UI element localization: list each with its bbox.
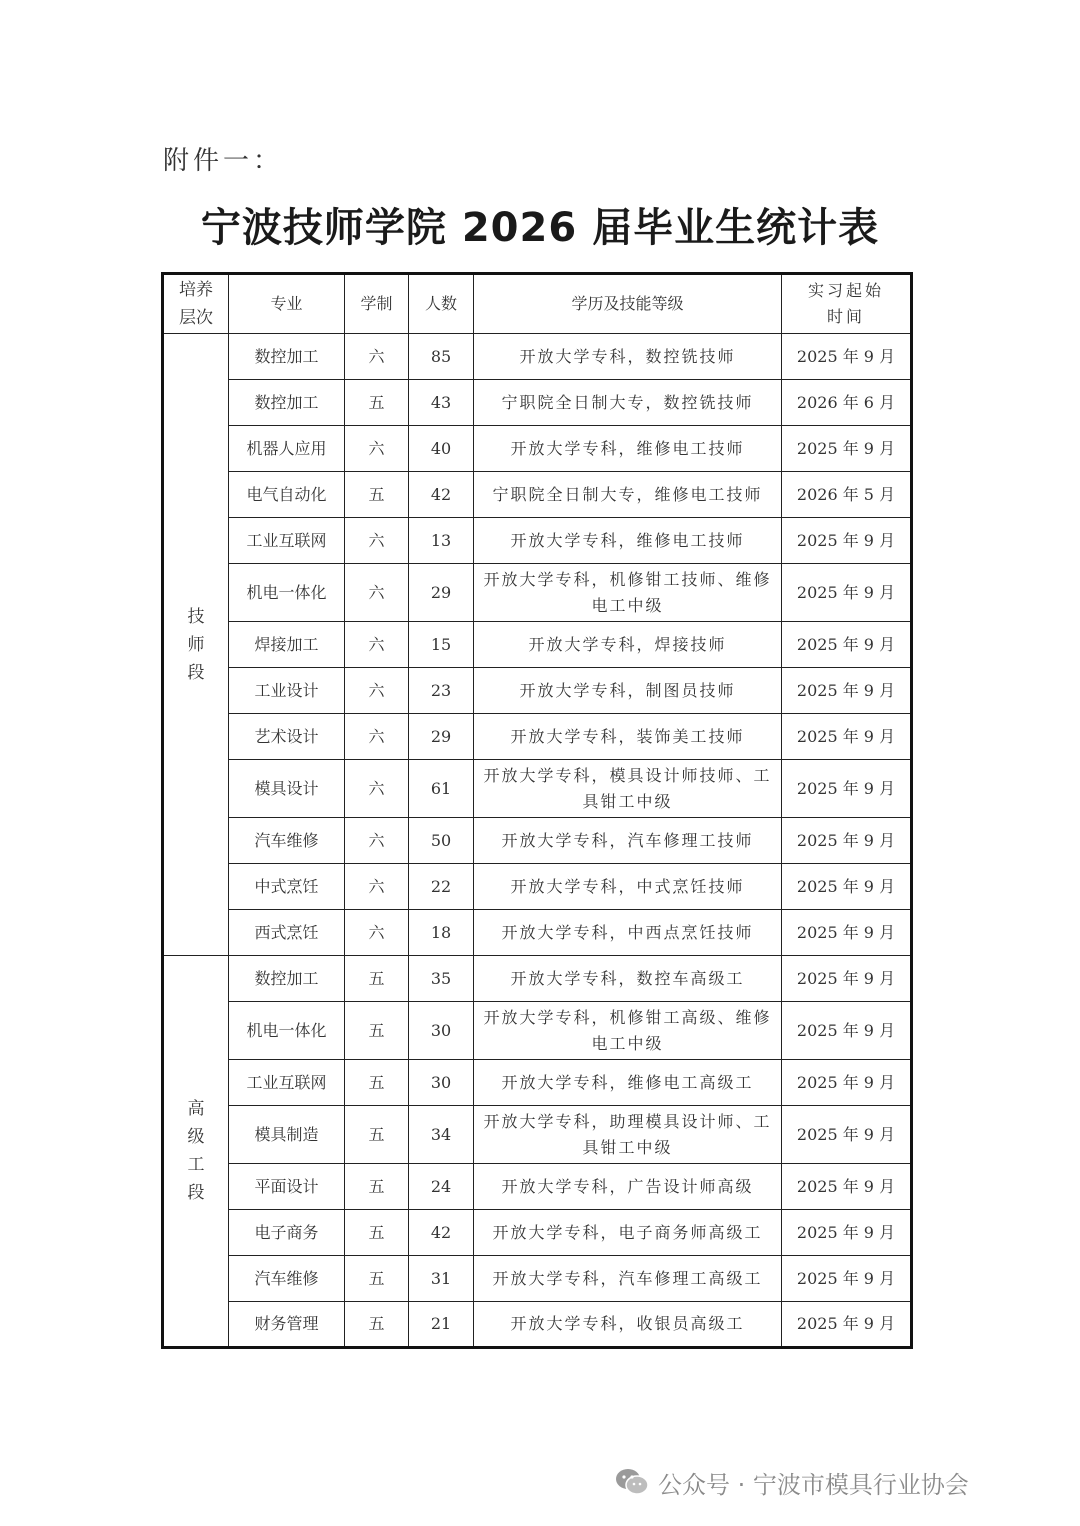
count-cell: 61 (409, 760, 474, 818)
count-cell: 29 (409, 564, 474, 622)
count-cell: 34 (409, 1106, 474, 1164)
start-cell: 2025 年 9 月 (782, 1002, 912, 1060)
table-row (163, 472, 912, 518)
major-cell: 机电一体化 (229, 1002, 345, 1060)
table-row (163, 622, 912, 668)
duration-cell: 六 (345, 668, 409, 714)
start-cell: 2025 年 9 月 (782, 760, 912, 818)
qualification-cell: 开放大学专科，汽车修理工高级工 (474, 1256, 782, 1302)
major-cell: 数控加工 (229, 380, 345, 426)
count-cell: 13 (409, 518, 474, 564)
qualification-cell: 开放大学专科，数控铣技师 (474, 334, 782, 380)
qualification-cell: 宁职院全日制大专，维修电工技师 (474, 472, 782, 518)
start-cell: 2025 年 9 月 (782, 334, 912, 380)
duration-cell: 五 (345, 472, 409, 518)
duration-cell: 六 (345, 818, 409, 864)
major-cell: 财务管理 (229, 1302, 345, 1348)
qualification-cell: 开放大学专科，制图员技师 (474, 668, 782, 714)
table-row (163, 1002, 912, 1060)
qualification-cell: 开放大学专科，模具设计师技师、工具钳工中级 (474, 760, 782, 818)
document-title: 宁波技师学院 2026 届毕业生统计表 (200, 205, 880, 251)
count-cell: 43 (409, 380, 474, 426)
attachment-label: 附件一： (163, 146, 284, 176)
duration-cell: 五 (345, 1002, 409, 1060)
duration-cell: 六 (345, 864, 409, 910)
duration-cell: 五 (345, 380, 409, 426)
major-cell: 工业互联网 (229, 1060, 345, 1106)
header-duration: 学制 (345, 274, 409, 334)
duration-cell: 六 (345, 714, 409, 760)
start-cell: 2025 年 9 月 (782, 910, 912, 956)
table-header-row (163, 274, 912, 334)
count-cell: 23 (409, 668, 474, 714)
table-row (163, 1060, 912, 1106)
major-cell: 数控加工 (229, 334, 345, 380)
major-cell: 工业设计 (229, 668, 345, 714)
graduate-statistics-table (161, 272, 913, 1349)
count-cell: 15 (409, 622, 474, 668)
start-cell: 2025 年 9 月 (782, 956, 912, 1002)
duration-cell: 六 (345, 426, 409, 472)
table-row (163, 1302, 912, 1348)
level-cell: 技师段 (163, 334, 229, 956)
major-cell: 西式烹饪 (229, 910, 345, 956)
duration-cell: 六 (345, 622, 409, 668)
major-cell: 电气自动化 (229, 472, 345, 518)
table-row (163, 818, 912, 864)
table-row (163, 1210, 912, 1256)
duration-cell: 五 (345, 1302, 409, 1348)
major-cell: 机电一体化 (229, 564, 345, 622)
start-cell: 2025 年 9 月 (782, 1210, 912, 1256)
level-cell: 高级工段 (163, 956, 229, 1348)
header-level: 培养层次 (163, 274, 229, 334)
header-internship-start: 实习起始时间 (782, 274, 912, 334)
table-row (163, 956, 912, 1002)
qualification-cell: 开放大学专科，汽车修理工技师 (474, 818, 782, 864)
qualification-cell: 开放大学专科，助理模具设计师、工具钳工中级 (474, 1106, 782, 1164)
count-cell: 40 (409, 426, 474, 472)
start-cell: 2025 年 9 月 (782, 622, 912, 668)
major-cell: 模具设计 (229, 760, 345, 818)
duration-cell: 五 (345, 1106, 409, 1164)
start-cell: 2025 年 9 月 (782, 564, 912, 622)
qualification-cell: 开放大学专科，维修电工技师 (474, 518, 782, 564)
qualification-cell: 开放大学专科，机修钳工高级、维修电工中级 (474, 1002, 782, 1060)
table-row (163, 518, 912, 564)
watermark (614, 1462, 969, 1502)
qualification-cell: 开放大学专科，机修钳工技师、维修电工中级 (474, 564, 782, 622)
major-cell: 汽车维修 (229, 1256, 345, 1302)
wechat-icon (614, 1467, 650, 1497)
duration-cell: 六 (345, 564, 409, 622)
qualification-cell: 开放大学专科，维修电工高级工 (474, 1060, 782, 1106)
major-cell: 艺术设计 (229, 714, 345, 760)
duration-cell: 六 (345, 910, 409, 956)
start-cell: 2025 年 9 月 (782, 818, 912, 864)
table-row (163, 864, 912, 910)
duration-cell: 五 (345, 1060, 409, 1106)
qualification-cell: 开放大学专科，中西点烹饪技师 (474, 910, 782, 956)
qualification-cell: 宁职院全日制大专，数控铣技师 (474, 380, 782, 426)
header-qualification: 学历及技能等级 (474, 274, 782, 334)
major-cell: 机器人应用 (229, 426, 345, 472)
count-cell: 31 (409, 1256, 474, 1302)
duration-cell: 五 (345, 956, 409, 1002)
qualification-cell: 开放大学专科，维修电工技师 (474, 426, 782, 472)
count-cell: 18 (409, 910, 474, 956)
start-cell: 2025 年 9 月 (782, 864, 912, 910)
major-cell: 汽车维修 (229, 818, 345, 864)
count-cell: 21 (409, 1302, 474, 1348)
watermark-text: 公众号 · 宁波市模具行业协会 (658, 1470, 969, 1499)
duration-cell: 五 (345, 1210, 409, 1256)
table-row (163, 1256, 912, 1302)
start-cell: 2025 年 9 月 (782, 1106, 912, 1164)
major-cell: 工业互联网 (229, 518, 345, 564)
table-row (163, 564, 912, 622)
major-cell: 模具制造 (229, 1106, 345, 1164)
start-cell: 2025 年 9 月 (782, 1164, 912, 1210)
start-cell: 2025 年 9 月 (782, 1302, 912, 1348)
count-cell: 29 (409, 714, 474, 760)
start-cell: 2025 年 9 月 (782, 1256, 912, 1302)
qualification-cell: 开放大学专科，数控车高级工 (474, 956, 782, 1002)
start-cell: 2025 年 9 月 (782, 426, 912, 472)
start-cell: 2025 年 9 月 (782, 1060, 912, 1106)
table-row (163, 760, 912, 818)
start-cell: 2025 年 9 月 (782, 668, 912, 714)
major-cell: 电子商务 (229, 1210, 345, 1256)
count-cell: 35 (409, 956, 474, 1002)
table-row (163, 1106, 912, 1164)
table-row (163, 1164, 912, 1210)
count-cell: 30 (409, 1060, 474, 1106)
duration-cell: 六 (345, 334, 409, 380)
header-count: 人数 (409, 274, 474, 334)
start-cell: 2026 年 5 月 (782, 472, 912, 518)
duration-cell: 五 (345, 1256, 409, 1302)
table-row (163, 910, 912, 956)
major-cell: 焊接加工 (229, 622, 345, 668)
start-cell: 2026 年 6 月 (782, 380, 912, 426)
table-row (163, 714, 912, 760)
qualification-cell: 开放大学专科，中式烹饪技师 (474, 864, 782, 910)
qualification-cell: 开放大学专科，广告设计师高级 (474, 1164, 782, 1210)
duration-cell: 五 (345, 1164, 409, 1210)
major-cell: 平面设计 (229, 1164, 345, 1210)
count-cell: 42 (409, 1210, 474, 1256)
count-cell: 30 (409, 1002, 474, 1060)
table-row (163, 426, 912, 472)
table-row (163, 668, 912, 714)
count-cell: 24 (409, 1164, 474, 1210)
start-cell: 2025 年 9 月 (782, 518, 912, 564)
duration-cell: 六 (345, 518, 409, 564)
duration-cell: 六 (345, 760, 409, 818)
qualification-cell: 开放大学专科，电子商务师高级工 (474, 1210, 782, 1256)
count-cell: 50 (409, 818, 474, 864)
start-cell: 2025 年 9 月 (782, 714, 912, 760)
count-cell: 22 (409, 864, 474, 910)
major-cell: 中式烹饪 (229, 864, 345, 910)
qualification-cell: 开放大学专科，焊接技师 (474, 622, 782, 668)
count-cell: 42 (409, 472, 474, 518)
count-cell: 85 (409, 334, 474, 380)
table-row (163, 334, 912, 380)
qualification-cell: 开放大学专科，装饰美工技师 (474, 714, 782, 760)
qualification-cell: 开放大学专科，收银员高级工 (474, 1302, 782, 1348)
header-major: 专业 (229, 274, 345, 334)
major-cell: 数控加工 (229, 956, 345, 1002)
table-row (163, 380, 912, 426)
